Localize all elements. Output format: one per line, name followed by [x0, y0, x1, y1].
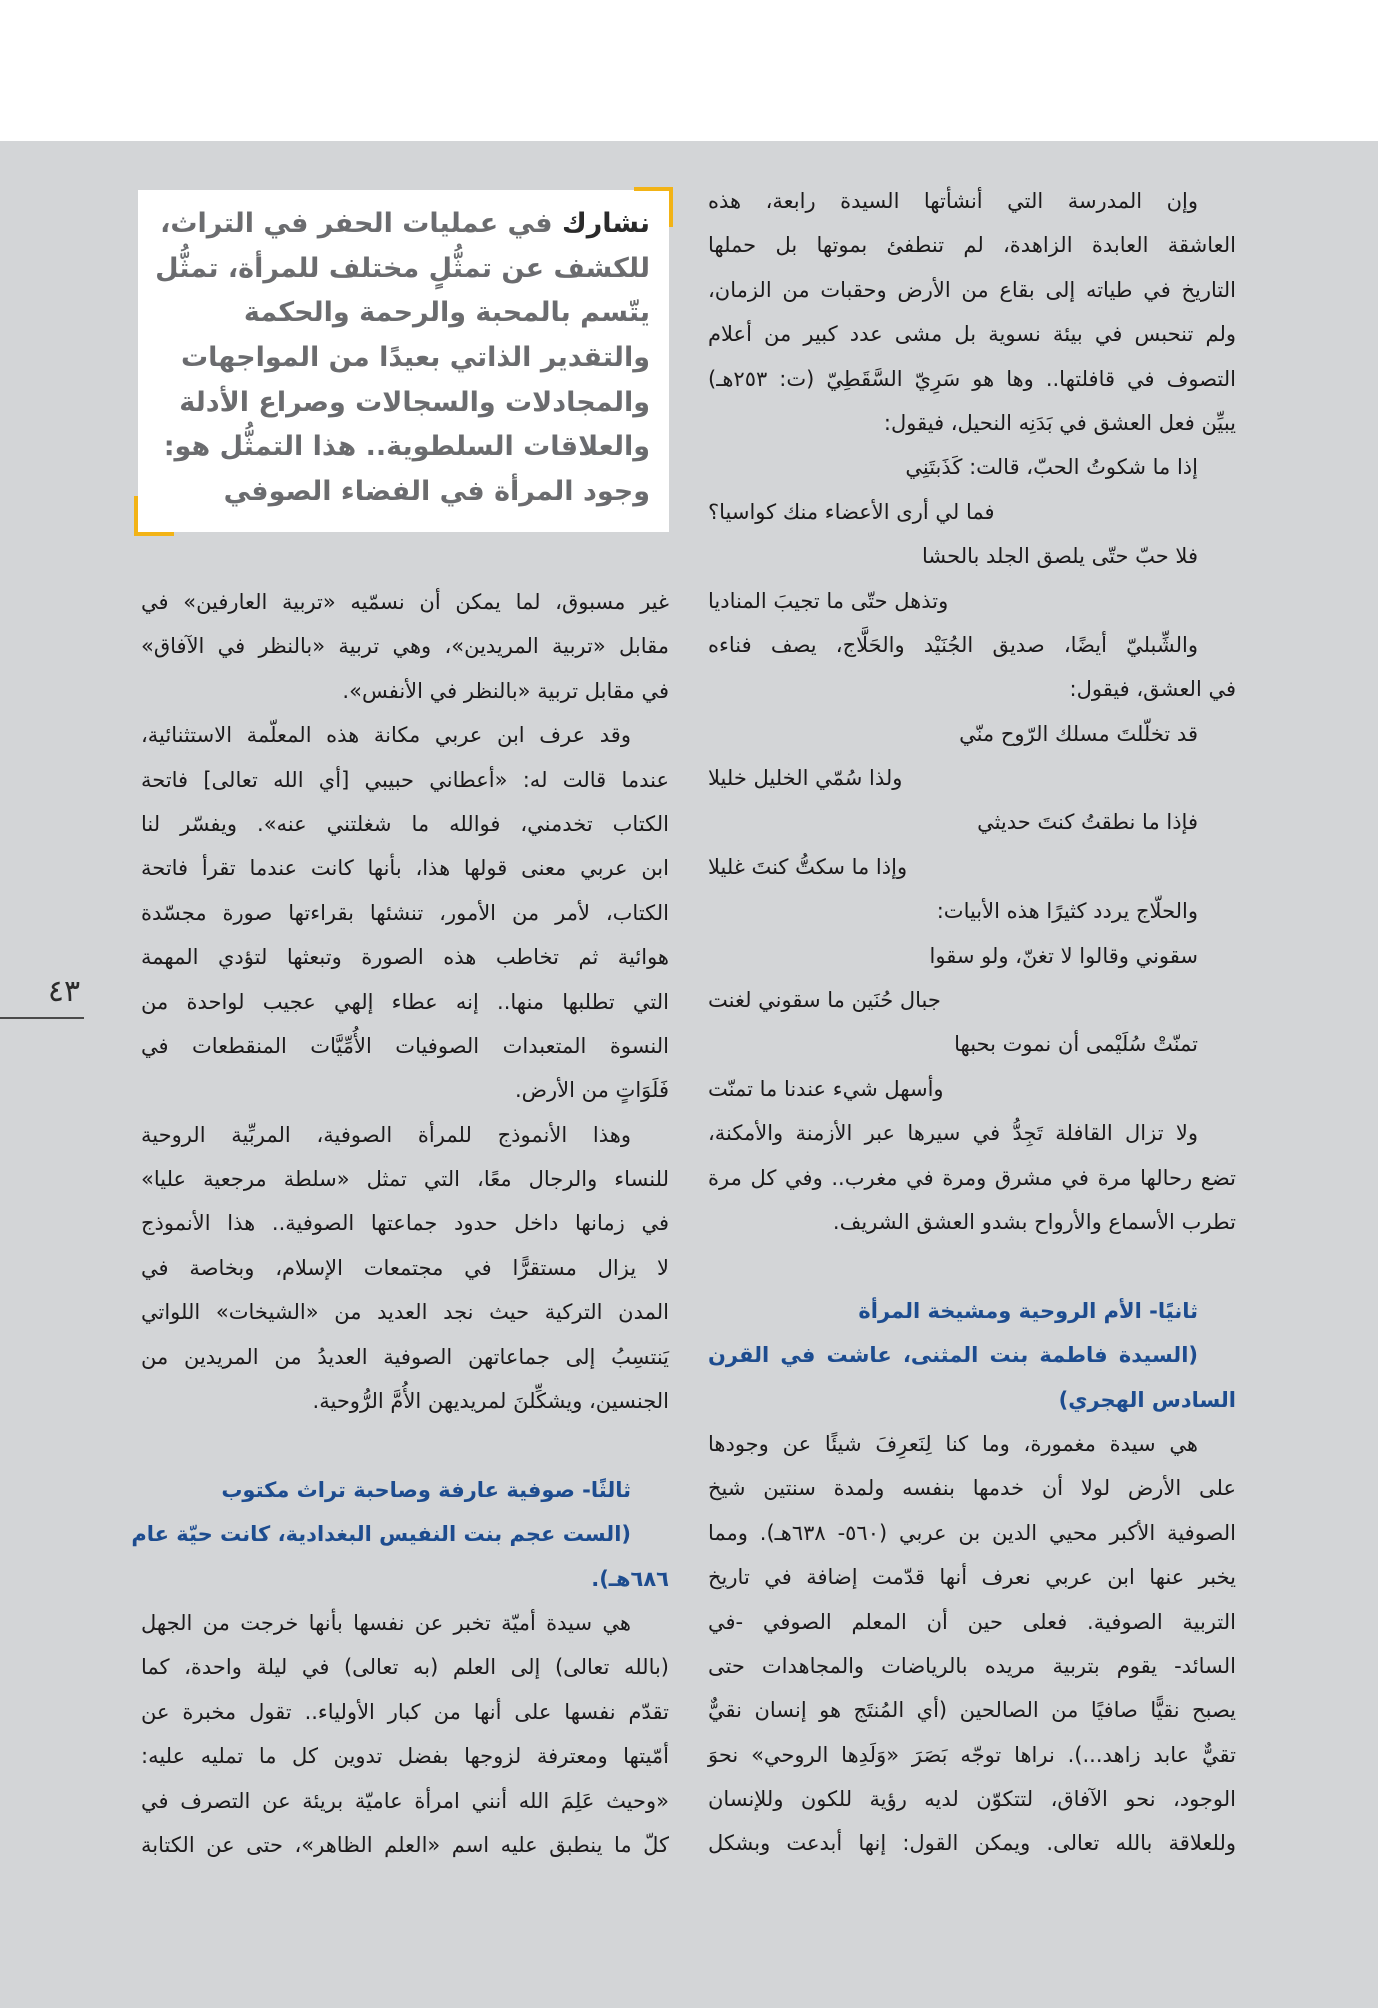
body-line: المدن التركية حيث نجد العديد من «الشيخات» اللواتي: [141, 1300, 669, 1325]
body-line: على الأرض لولا أن خدمها بنفسه ولمدة سنتين شيخ: [708, 1476, 1236, 1501]
poem-hemistich-first: سقوني وقالوا لا تغنّ، ولو سقوا: [929, 943, 1198, 968]
body-line: يبيِّن فعل العشق في بَدَنِه النحيل، فيقول:: [883, 410, 1236, 435]
body-line: وهذا الأنموذج للمرأة الصوفية، المربِّية الروحية: [141, 1122, 631, 1147]
body-line: تقيٌّ عابد زاهد...). نراها توجّه بَصَرَ «وَلَدِها الروحي» نحوَ: [708, 1742, 1236, 1767]
section-heading-line: (السيدة فاطمة بنت المثنى، عاشت في القرن: [708, 1343, 1198, 1368]
body-line: أمّيتها ومعترفة لزوجها بفضل تدوين كل ما تمليه عليه:: [141, 1744, 669, 1769]
body-line: (بالله تعالى) إلى العلم (به تعالى) في ليلة واحدة، كما: [141, 1655, 669, 1680]
poem-hemistich-first: إذا ما شكوتُ الحبّ، قالت: كَذَبتَنِي: [905, 455, 1198, 480]
section-heading-line: ٦٨٦هـ).: [591, 1566, 669, 1591]
accent-bracket-top-right: [669, 187, 673, 227]
body-line: تضع رحالها مرة في مشرق ومرة في مغرب.. وفي كل مرة: [708, 1165, 1236, 1190]
body-line: الكتاب تخدمني، فوالله ما شغلتني عنه». ويفسّر لنا: [141, 811, 669, 836]
pull-quote-line: [146, 202, 650, 247]
body-line: التربية الصوفية. فعلى حين أن المعلم الصوفي -في: [708, 1609, 1236, 1634]
page-number-rule: [0, 1017, 84, 1019]
pull-quote-lead-word: نشارك: [561, 208, 650, 239]
body-line: هوائية ثم تخاطب هذه الصورة وتبعثها لتؤدي المهمة: [141, 945, 669, 970]
pull-quote-box: [138, 190, 669, 532]
right-column: [708, 179, 1236, 1866]
poem-hemistich-first: فإذا ما نطقتُ كنتَ حديثي: [977, 810, 1198, 835]
body-line: السائد- يقوم بتربية مريده بالرياضات والمجاهدات حتى: [708, 1653, 1236, 1678]
accent-bracket-bottom-left: [134, 532, 174, 536]
body-line: وللعلاقة بالله تعالى. ويمكن القول: إنها أبدعت وبشكل: [708, 1831, 1236, 1856]
body-line: يخبر عنها ابن عربي نعرف أنها قدّمت إضافة في تاريخ: [708, 1565, 1236, 1590]
body-line: والحلّاج يردد كثيرًا هذه الأبيات:: [936, 899, 1198, 924]
body-line: وإن المدرسة التي أنشأتها السيدة رابعة، هذه: [708, 189, 1198, 213]
poem-hemistich-first: قد تخلّلتَ مسلك الرّوح منّي: [959, 721, 1198, 746]
body-line: يَنتسِبُ إلى جماعاتهن الصوفية العديدُ من المريدين من: [141, 1344, 669, 1369]
pull-quote-line: والتقدير الذاتي بعيدًا من المواجهات: [181, 342, 650, 374]
body-line: العاشقة العابدة الزاهدة، لم تنطفئ بموتها بل حملها: [708, 233, 1236, 258]
section-heading-line: السادس الهجري): [1058, 1387, 1236, 1412]
body-line: «وحيث عَلِمَ الله أنني امرأة عاميّة بريئة عن التصرف في: [141, 1788, 669, 1813]
left-column: [131, 580, 669, 1867]
poem-hemistich-first: فلا حبّ حتّى يلصق الجلد بالحشا: [922, 544, 1198, 569]
top-white-band: [0, 0, 1378, 141]
body-line: كلّ ما ينطبق عليه اسم «العلم الظاهر»، حتى عن الكتابة: [141, 1832, 669, 1857]
body-line: الجنسين، ويشكِّلنَ لمريديهن الأُمَّ الرُّوحية.: [312, 1389, 669, 1414]
accent-bracket-top-right: [634, 187, 673, 191]
body-line: في العشق، فيقول:: [1069, 677, 1236, 702]
body-line: غير مسبوق، لما يمكن أن نسمّيه «تربية العارفين» في: [141, 590, 669, 614]
body-line: في زمانها داخل حدود جماعتها الصوفية.. هذا الأنموذج: [141, 1211, 669, 1236]
paragraph-spacer: [141, 1423, 669, 1467]
page-number: ٤٣: [47, 974, 81, 1009]
body-line: الكتاب، لأمر من الأمور، تنشئها بقراءتها صورة مجسّدة: [141, 900, 669, 925]
body-line: والشِّبليّ أيضًا، صديق الجُنَيْد والحَلَّاج، يصف فناءه: [708, 632, 1198, 657]
body-line: هي سيدة أميّة تخبر عن نفسها بأنها خرجت من الجهل: [141, 1610, 631, 1635]
body-line: الوجود، نحو الآفاق، لتتكوّن لديه رؤية للكون وللإنسان: [708, 1787, 1236, 1812]
pull-quote-line: والمجادلات والسجالات وصراع الأدلة: [179, 386, 650, 418]
poem-hemistich-second: ولذا سُمّي الخليل خليلا: [708, 766, 903, 791]
body-line: للنساء والرجال معًا، التي تمثل «سلطة مرجعية عليا»: [141, 1167, 669, 1192]
body-line: مقابل «تربية المريدين»، وهي تربية «بالنظر في الآفاق»: [141, 634, 669, 659]
poem-hemistich-first: تمنّتْ سُلَيْمى أن نموت بحبها: [954, 1032, 1198, 1057]
poem-hemistich-second: فما لي أرى الأعضاء منك كواسيا؟: [708, 499, 995, 524]
body-line: وقد عرف ابن عربي مكانة هذه المعلّمة الاستثنائية،: [141, 723, 631, 748]
paragraph-spacer: [708, 1244, 1236, 1288]
pull-quote-line: وجود المرأة في الفضاء الصوفي: [223, 476, 650, 508]
body-line: الصوفية الأكبر محيي الدين بن عربي (٥٦٠- ٦٣٨هـ). ومما: [708, 1520, 1236, 1545]
pull-quote-line: يتّسم بالمحبة والرحمة والحكمة: [243, 297, 650, 329]
body-line: النسوة المتعبدات الصوفيات الأُمِّيَّات المنقطعات في: [141, 1033, 669, 1058]
poem-hemistich-second: وأسهل شيء عندنا ما تمنّت: [708, 1076, 944, 1101]
body-line: يصبح نقيًّا صافيًا من الصالحين (أي المُنتَج هو إنسان نقيٌّ: [708, 1698, 1236, 1723]
pull-quote-line-rest: في عمليات الحفر في التراث،: [160, 208, 553, 239]
accent-bracket-bottom-left: [134, 496, 138, 536]
body-line: هي سيدة مغمورة، وما كنا لِنَعرِفَ شيئًا عن وجودها: [708, 1431, 1198, 1456]
body-line: التصوف في قافلتها.. وها هو سَرِيّ السَّقَطِيّ (ت: ٢٥٣هـ): [708, 366, 1236, 391]
body-line: ولم تنحبس في بيئة نسوية بل مشى عدد كبير من أعلام: [708, 322, 1236, 347]
body-line: التاريخ في طياته إلى بقاع من الأرض وحقبات من الزمان،: [708, 277, 1236, 302]
body-line: عندما قالت له: «أعطاني حبيبي [أي الله تعالى] فاتحة: [141, 767, 669, 792]
poem-hemistich-second: وتذهل حتّى ما تجيبَ المناديا: [708, 588, 949, 613]
section-heading-line: ثانيًا- الأم الروحية ومشيخة المرأة: [858, 1298, 1198, 1323]
body-line: ابن عربي معنى قولها هذا، بأنها كانت عندما تقرأ فاتحة: [141, 856, 669, 881]
body-line: ولا تزال القافلة تَجِدُّ في سيرها عبر الأزمنة والأمكنة،: [708, 1121, 1198, 1146]
section-heading-line: ثالثًا- صوفية عارفة وصاحبة تراث مكتوب: [221, 1477, 631, 1502]
body-line: تقدّم نفسها على أنها من كبار الأولياء.. تقول مخبرة عن: [141, 1699, 669, 1724]
section-heading-line: (الست عجم بنت النفيس البغدادية، كانت حيّة عام: [131, 1522, 631, 1547]
pull-quote-line: والعلاقات السلطوية.. هذا التمثُّل هو:: [163, 431, 650, 463]
poem-hemistich-second: وإذا ما سكتُّ كنتَ غليلا: [708, 854, 908, 879]
pull-quote-line: للكشف عن تمثُّلٍ مختلف للمرأة، تمثُّل: [155, 252, 650, 284]
body-line: التي تطلبها منها.. إنه عطاء إلهي عجيب لواحدة من: [141, 989, 669, 1014]
body-line: في مقابل تربية «بالنظر في الأنفس».: [342, 678, 669, 703]
body-line: فَلَوَاتٍ من الأرض.: [514, 1078, 669, 1103]
body-line: لا يزال مستقرًّا في مجتمعات الإسلام، وبخاصة في: [141, 1255, 669, 1280]
body-line: تطرب الأسماع والأرواح بشدو العشق الشريف.: [832, 1209, 1236, 1234]
poem-hemistich-second: جبال حُنَين ما سقوني لغنت: [708, 988, 941, 1013]
